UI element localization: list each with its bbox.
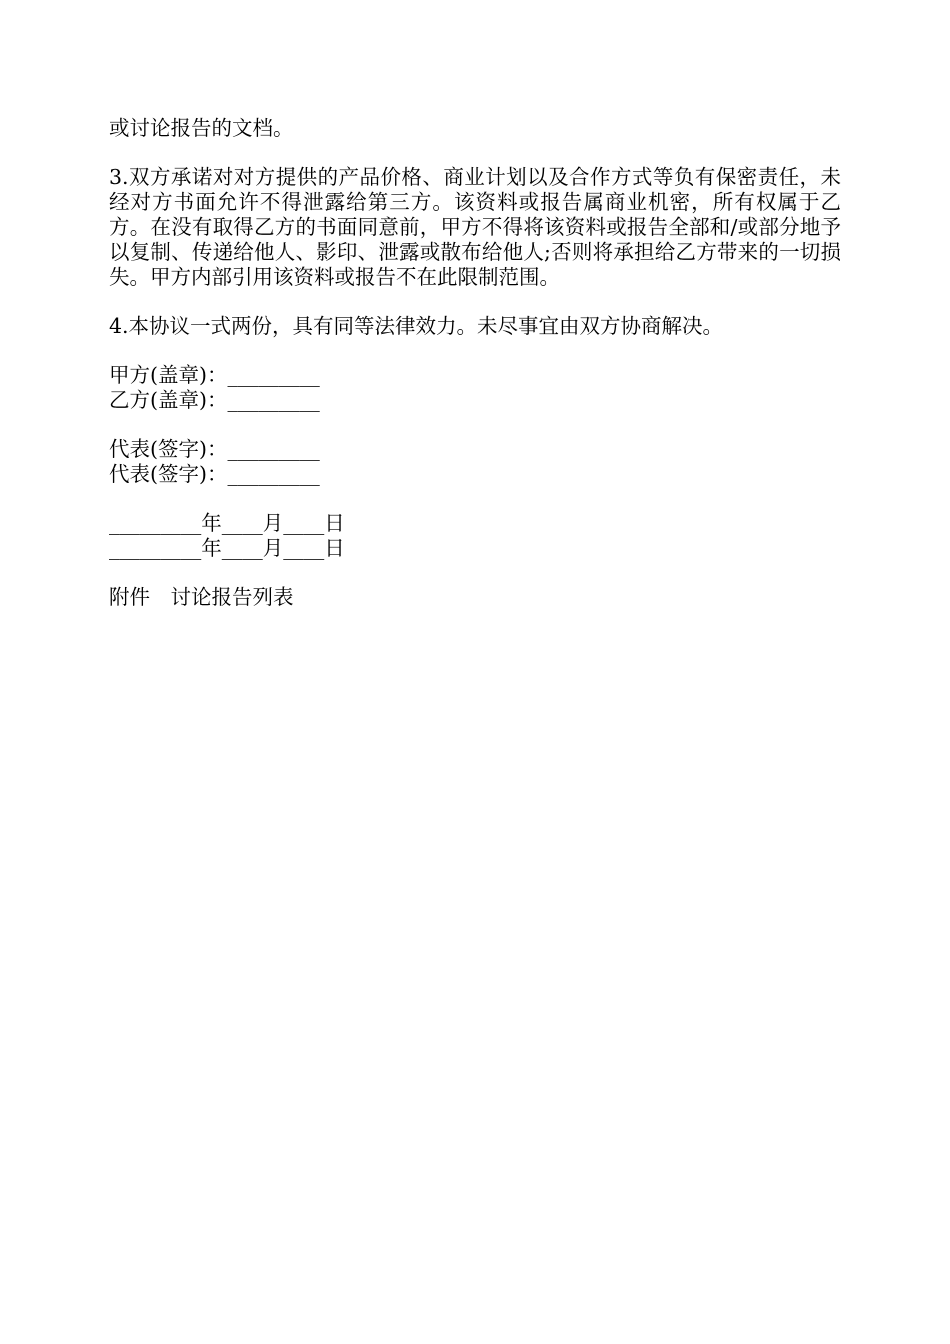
- document-body: [109, 116, 841, 610]
- clause-4: 4.本协议一式两份，具有同等法律效力。未尽事宜由双方协商解决。: [109, 314, 724, 338]
- party-a-seal-line: 甲方(盖章)：_________: [109, 363, 320, 387]
- paragraph-gap: [109, 561, 841, 585]
- clause-3: 3.双方承诺对对方提供的产品价格、商业计划以及合作方式等负有保密责任，未经对方书面允许不得泄露给第三方。该资料或报告属商业机密，所有权属于乙方。在没有取得乙方的书面同意前，甲方不得将该资料或报告全部和/或部分地予以复制、传递给他人、影印、泄露或散布给他人;否则将承担给乙方带来的一切损失。甲方内部引用该资料或报告不在此限制范围。: [109, 165, 841, 289]
- attachment-title: 附件 讨论报告列表: [109, 585, 294, 609]
- paragraph-gap: [109, 413, 841, 437]
- paragraph-gap: [109, 290, 841, 314]
- paragraph-gap: [109, 487, 841, 511]
- date-line-a: _________年____月____日: [109, 511, 345, 535]
- paragraph-gap: [109, 141, 841, 165]
- party-b-seal-line: 乙方(盖章)：_________: [109, 388, 320, 412]
- rep-b-signature-line: 代表(签字)：_________: [109, 462, 320, 486]
- paragraph-gap: [109, 339, 841, 363]
- date-line-b: _________年____月____日: [109, 536, 345, 560]
- rep-a-signature-line: 代表(签字)：_________: [109, 437, 320, 461]
- continued-text: 或讨论报告的文档。: [109, 116, 294, 140]
